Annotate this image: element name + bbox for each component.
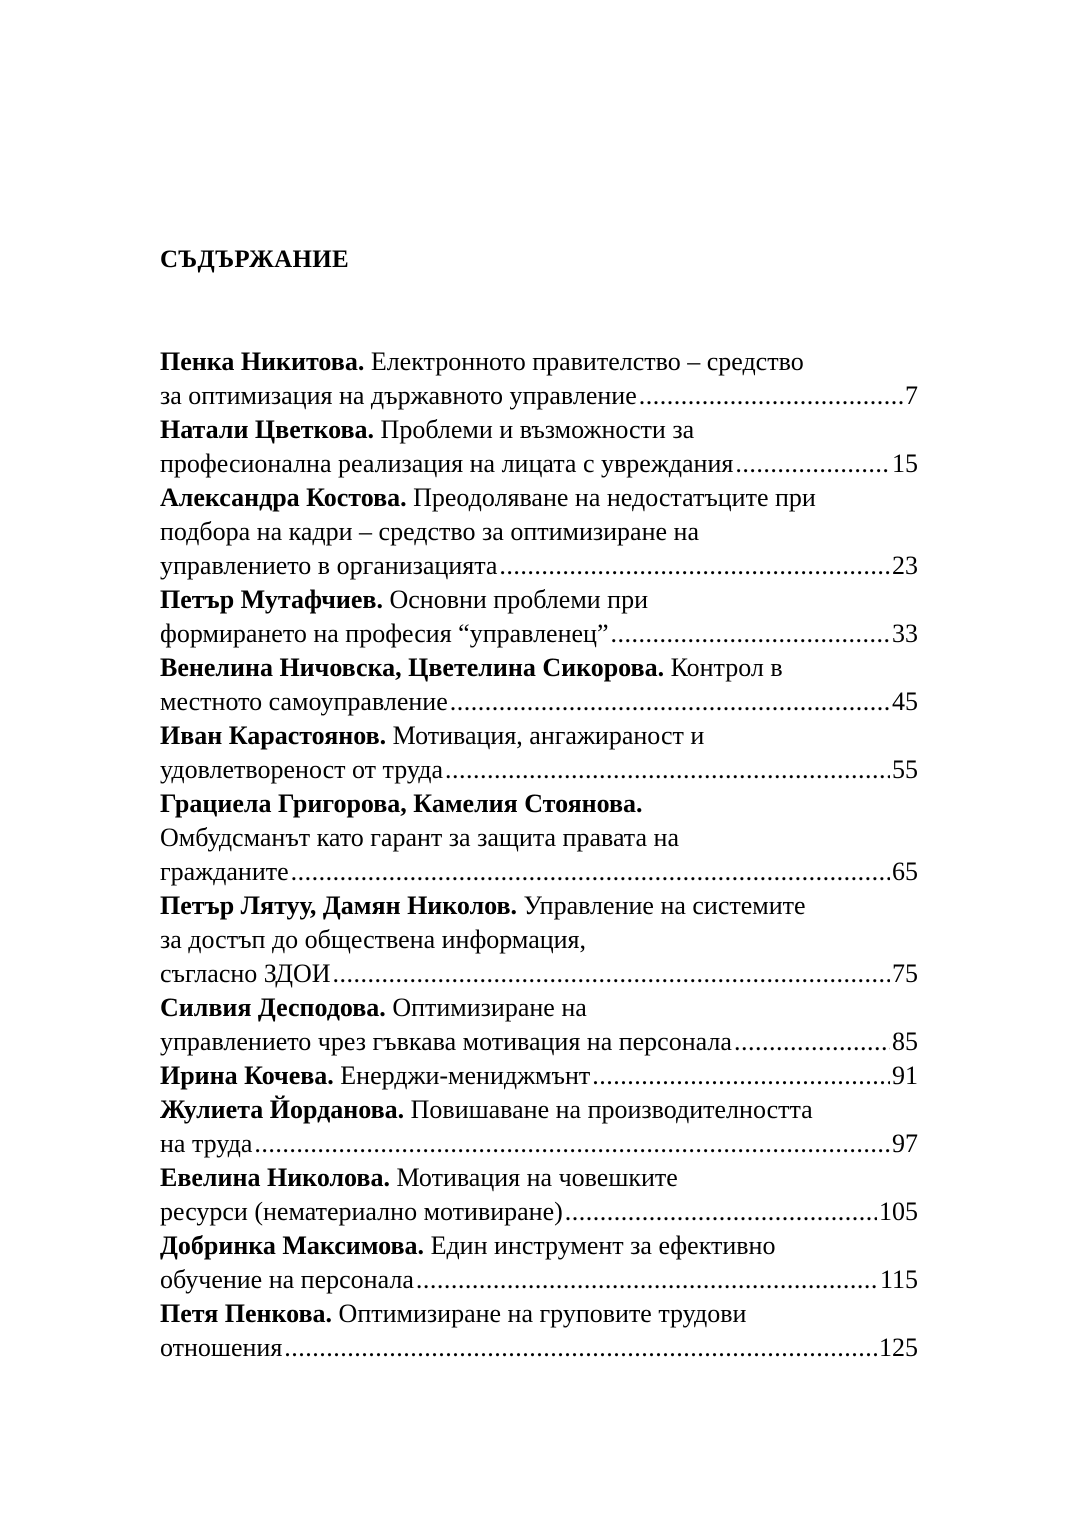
toc-last-line — [160, 753, 918, 787]
toc-line: подбора на кадри – средство за оптимизиране на — [160, 517, 700, 546]
toc-entry — [160, 719, 918, 787]
toc-page-number: 65 — [892, 857, 918, 886]
toc-last-line — [160, 1331, 918, 1365]
toc-last-line — [160, 1195, 918, 1229]
toc-line: Александра Костова. Преодоляване на недостатъците при — [160, 483, 816, 512]
toc-author: Жулиета Йорданова. — [160, 1095, 405, 1124]
toc-title-text: обучение на персонала — [160, 1265, 414, 1294]
toc-line: Силвия Десподова. Оптимизиране на — [160, 993, 587, 1022]
toc-author: Добринка Максимова. — [160, 1231, 425, 1260]
toc-dot-leader — [291, 855, 890, 889]
toc-entry — [160, 583, 918, 651]
toc-page-number: 7 — [905, 381, 918, 410]
toc-title-text: на труда — [160, 1129, 253, 1158]
toc-page-number: 91 — [892, 1061, 918, 1090]
toc-entry — [160, 413, 918, 481]
toc-dot-leader — [416, 1263, 878, 1297]
toc-title-text: съгласно ЗДОИ — [160, 959, 331, 988]
toc-last-line — [160, 1059, 918, 1093]
toc-dot-leader — [734, 1025, 890, 1059]
toc-line: Петър Лятуу, Дамян Николов. Управление на системите — [160, 891, 806, 920]
toc-author: Пенка Никитова. — [160, 347, 365, 376]
toc-dot-leader — [284, 1331, 877, 1365]
toc-author: Венелина Ничовска, Цветелина Сикорова. — [160, 653, 665, 682]
toc-page-number: 75 — [892, 959, 918, 988]
toc-author: Петър Лятуу, Дамян Николов. — [160, 891, 518, 920]
toc-entry — [160, 1059, 918, 1093]
toc-author: Иван Карастоянов. — [160, 721, 387, 750]
toc-author: Петя Пенкова. — [160, 1299, 333, 1328]
toc-page-number: 45 — [892, 687, 918, 716]
toc-title-text: гражданите — [160, 857, 289, 886]
toc-last-line — [160, 1025, 918, 1059]
toc-entry — [160, 345, 918, 413]
toc-author: Грациела Григорова, Камелия Стоянова. — [160, 789, 643, 818]
toc-line: Натали Цветкова. Проблеми и възможности за — [160, 415, 695, 444]
toc-dot-leader — [499, 549, 890, 583]
toc-line: Омбудсманът като гарант за защита правата на — [160, 823, 679, 852]
toc-title-text: професионална реализация на лицата с увреждания — [160, 449, 734, 478]
toc-line: Венелина Ничовска, Цветелина Сикорова. Контрол в — [160, 653, 783, 682]
toc-line: Петър Мутафчиев. Основни проблеми при — [160, 585, 649, 614]
toc-dot-leader — [611, 617, 891, 651]
toc-page-number: 85 — [892, 1027, 918, 1056]
toc-author: Ирина Кочева. — [160, 1061, 334, 1090]
page-title: СЪДЪРЖАНИЕ — [160, 246, 349, 273]
toc-last-line — [160, 957, 918, 991]
toc-line: Иван Карастоянов. Мотивация, ангажираност и — [160, 721, 705, 750]
toc-dot-leader — [450, 685, 890, 719]
toc-last-line — [160, 617, 918, 651]
toc-page-number: 97 — [892, 1129, 918, 1158]
toc-author: Натали Цветкова. — [160, 415, 375, 444]
toc-last-line — [160, 379, 918, 413]
toc-title-text: отношения — [160, 1333, 283, 1362]
toc-line: Жулиета Йорданова. Повишаване на производителността — [160, 1095, 813, 1124]
toc-author: Александра Костова. — [160, 483, 407, 512]
toc-dot-leader — [735, 447, 890, 481]
table-of-contents — [160, 345, 918, 1365]
toc-author: Евелина Николова. — [160, 1163, 390, 1192]
toc-entry — [160, 481, 918, 583]
toc-line: Петя Пенкова. Оптимизиране на груповите трудови — [160, 1299, 747, 1328]
toc-page-number: 115 — [879, 1265, 918, 1294]
toc-title-text: формирането на професия “управленец” — [160, 619, 609, 648]
toc-entry — [160, 787, 918, 889]
toc-last-line — [160, 855, 918, 889]
toc-dot-leader — [333, 957, 890, 991]
toc-title-text: Ирина Кочева. Енерджи-мениджмънт — [160, 1061, 591, 1090]
toc-line: Евелина Николова. Мотивация на човешките — [160, 1163, 678, 1192]
toc-last-line — [160, 685, 918, 719]
toc-line — [160, 787, 918, 821]
toc-page-number: 125 — [879, 1333, 918, 1362]
toc-title-text: местното самоуправление — [160, 687, 448, 716]
toc-dot-leader — [592, 1059, 890, 1093]
toc-line: Пенка Никитова. Електронното правителство – средство — [160, 347, 804, 376]
toc-last-line — [160, 1263, 918, 1297]
toc-page-number: 33 — [892, 619, 918, 648]
toc-entry — [160, 889, 918, 991]
toc-entry — [160, 991, 918, 1059]
toc-last-line — [160, 549, 918, 583]
toc-page-number: 105 — [879, 1197, 918, 1226]
toc-author: Силвия Десподова. — [160, 993, 386, 1022]
toc-last-line — [160, 1127, 918, 1161]
toc-entry — [160, 1161, 918, 1229]
toc-author: Петър Мутафчиев. — [160, 585, 383, 614]
toc-line: Добринка Максимова. Един инструмент за ефективно — [160, 1231, 776, 1260]
toc-entry — [160, 1093, 918, 1161]
toc-dot-leader — [445, 753, 890, 787]
toc-title-text: ресурси (нематериално мотивиране) — [160, 1197, 563, 1226]
toc-last-line — [160, 447, 918, 481]
toc-title-text: удовлетвореност от труда — [160, 755, 443, 784]
toc-line: за достъп до обществена информация, — [160, 925, 587, 954]
toc-dot-leader — [639, 379, 903, 413]
toc-title-text: за оптимизация на държавното управление — [160, 381, 637, 410]
toc-entry — [160, 1297, 918, 1365]
toc-page-number: 55 — [892, 755, 918, 784]
toc-page-number: 23 — [892, 551, 918, 580]
toc-title-text: управлението чрез гъвкава мотивация на персонала — [160, 1027, 732, 1056]
toc-dot-leader — [254, 1127, 890, 1161]
toc-entry — [160, 1229, 918, 1297]
toc-title-text: управлението в организацията — [160, 551, 498, 580]
toc-page-number: 15 — [892, 449, 918, 478]
toc-entry — [160, 651, 918, 719]
toc-dot-leader — [565, 1195, 877, 1229]
